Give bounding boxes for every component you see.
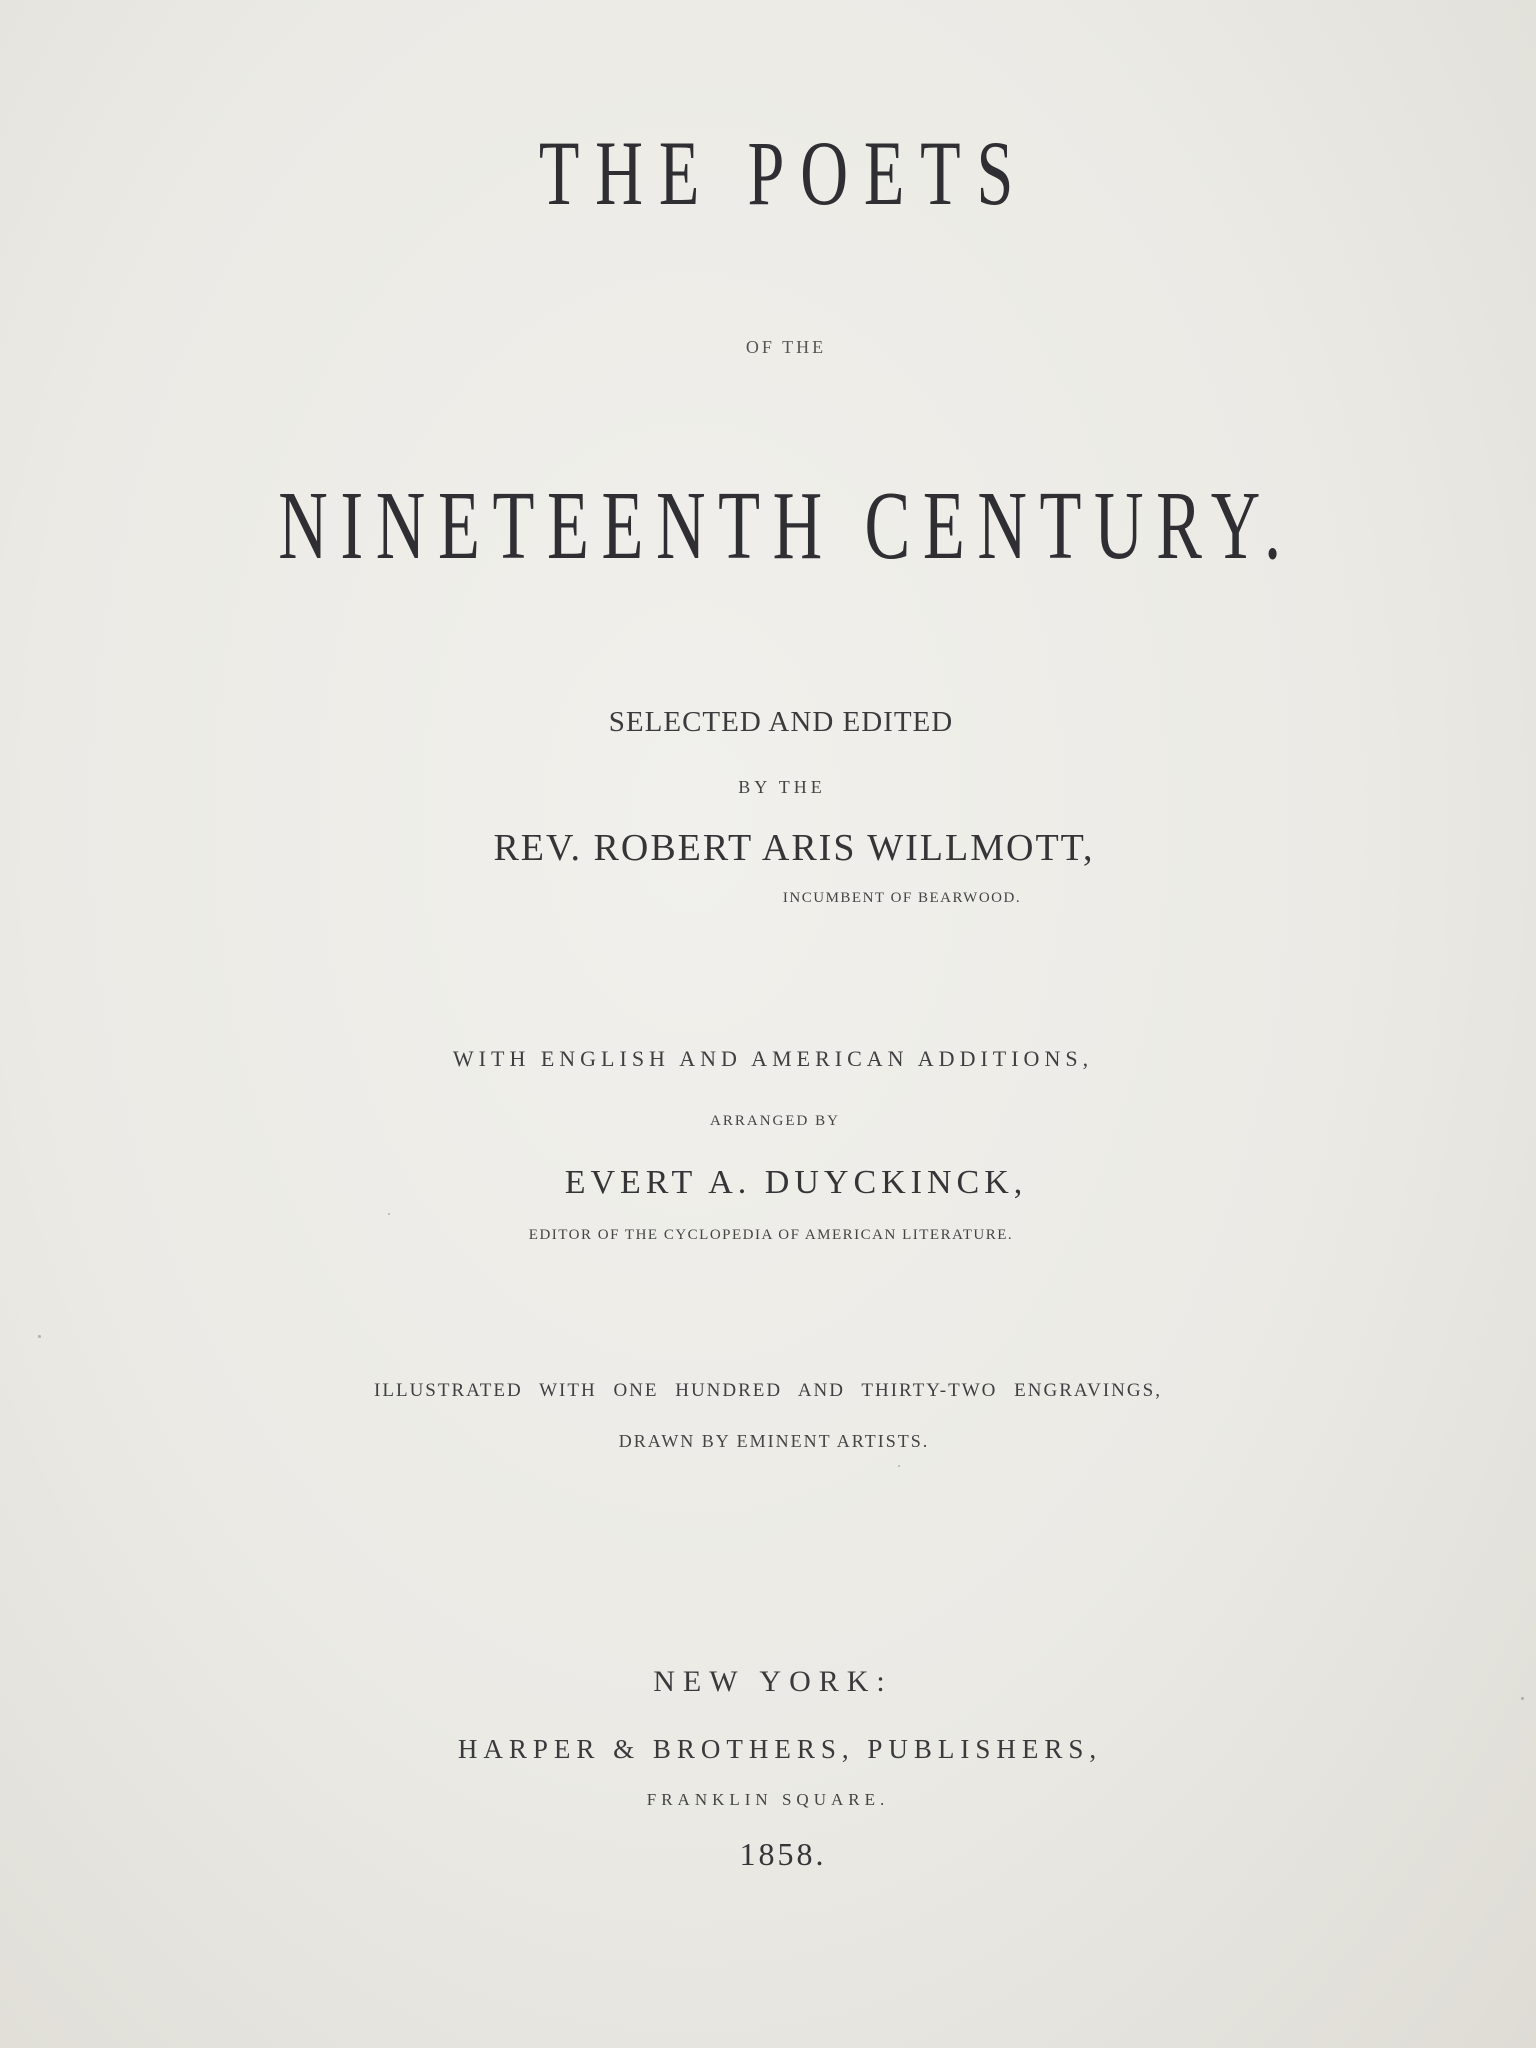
- book-subtitle: NINETEENTH CENTURY.: [278, 472, 1294, 580]
- paper-speck: [1521, 1697, 1524, 1700]
- paper-speck: [898, 1465, 900, 1467]
- by-the: BY THE: [738, 777, 826, 797]
- editor-name: REV. ROBERT ARIS WILLMOTT,: [493, 827, 1095, 869]
- paper-speck: [38, 1335, 41, 1338]
- book-title: THE POETS: [538, 122, 1030, 224]
- title-connector: OF THE: [745, 337, 827, 357]
- drawn-by-line: DRAWN BY EMINENT ARTISTS.: [618, 1431, 930, 1451]
- selected-and-edited: SELECTED AND EDITED: [608, 706, 954, 738]
- arranged-by: ARRANGED BY: [710, 1113, 840, 1129]
- illustrated-line: ILLUSTRATED WITH ONE HUNDRED AND THIRTY-TWO ENGRAVINGS,: [374, 1380, 1162, 1401]
- publisher-name: HARPER & BROTHERS, PUBLISHERS,: [457, 1734, 1103, 1764]
- editor-position: INCUMBENT OF BEARWOOD.: [782, 890, 1022, 906]
- publisher-address: FRANKLIN SQUARE.: [646, 1790, 890, 1809]
- publication-year: 1858.: [739, 1836, 827, 1872]
- additions-line: WITH ENGLISH AND AMERICAN ADDITIONS,: [452, 1046, 1094, 1071]
- arranger-name: EVERT A. DUYCKINCK,: [564, 1164, 1028, 1201]
- arranger-position: EDITOR OF THE CYCLOPEDIA OF AMERICAN LITERATURE.: [528, 1227, 1014, 1243]
- paper-speck: [388, 1213, 390, 1215]
- publication-city: NEW YORK:: [653, 1665, 893, 1698]
